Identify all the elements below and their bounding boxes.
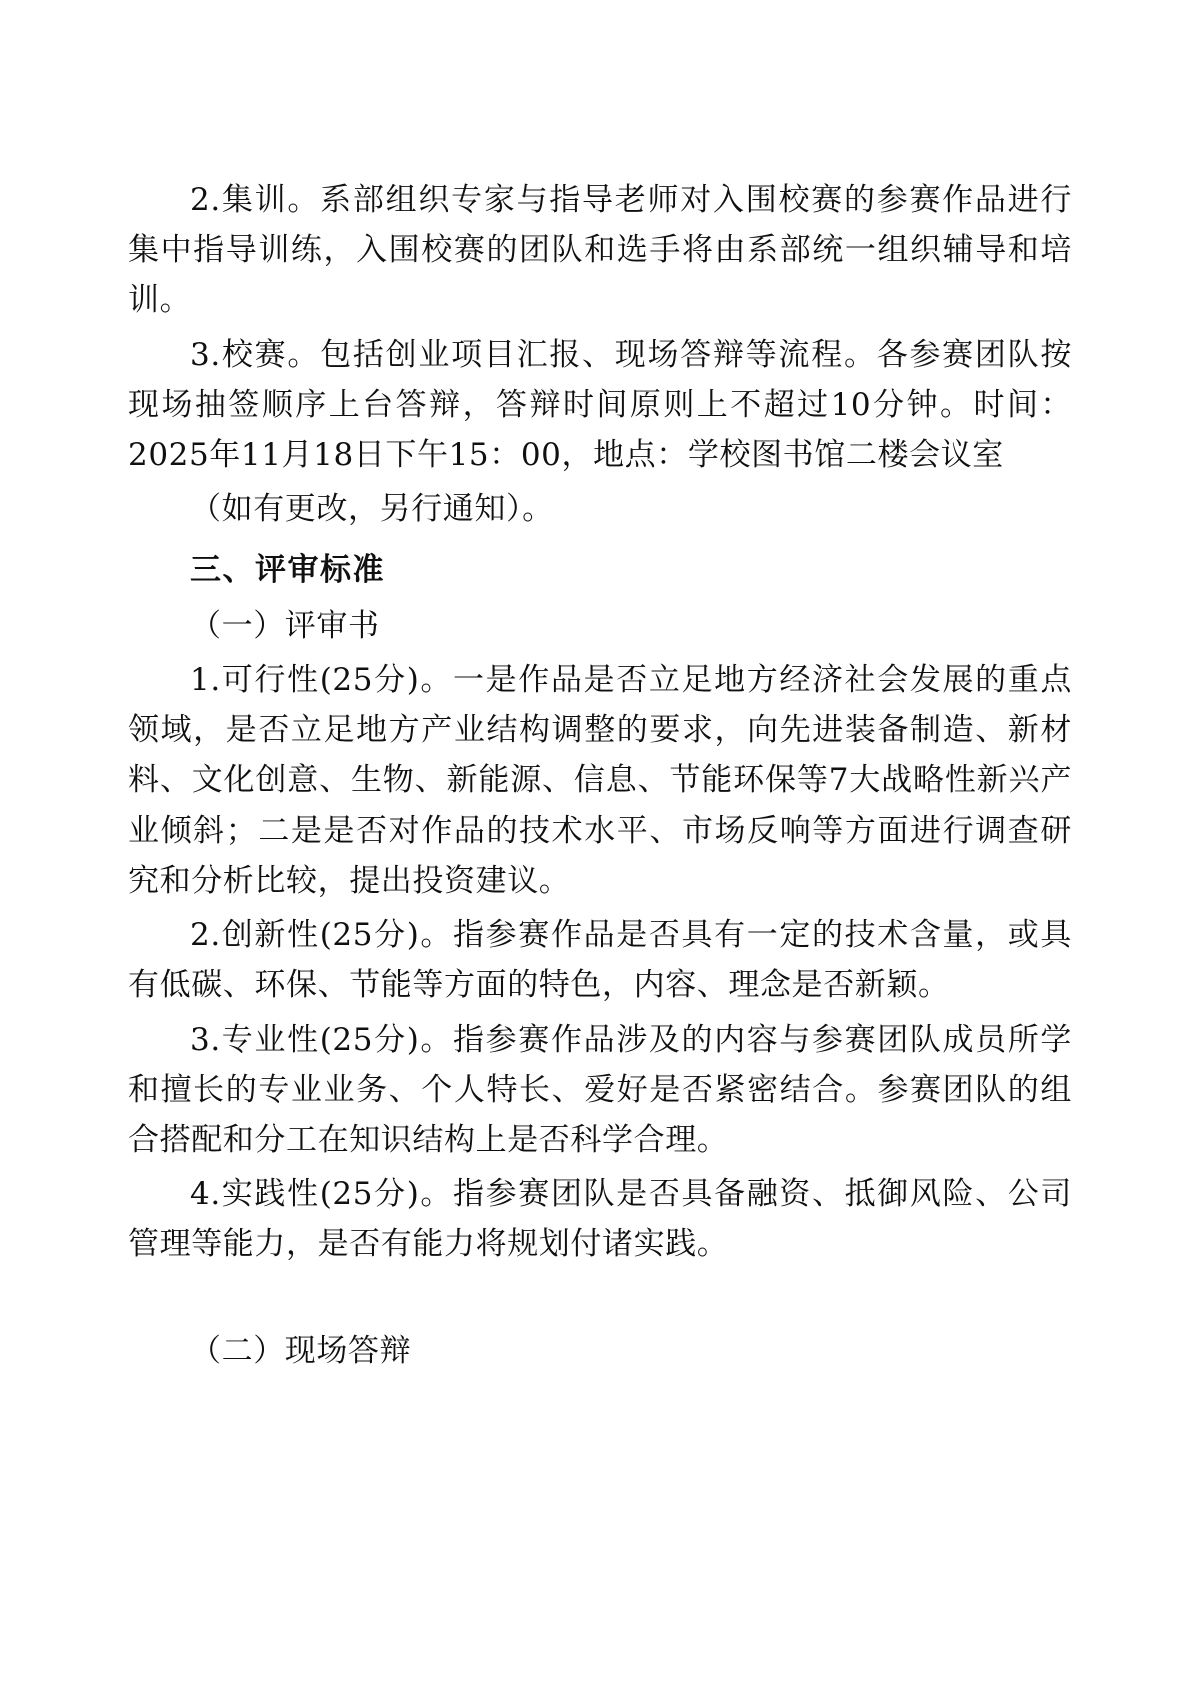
para-practicality: 4.实践性(25分)。指参赛团队是否具备融资、抵御风险、公司管理等能力，是否有能力将规划付诸实践。 <box>128 1176 1072 1263</box>
para-professionalism: 3.专业性(25分)。指参赛作品涉及的内容与参赛团队成员所学和擅长的专业业务、个人特长、爱好是否紧密结合。参赛团队的组合搭配和分工在知识结构上是否科学合理。 <box>128 1021 1072 1158</box>
section-spacer <box>128 1274 1072 1326</box>
subheading-review-document: （一）评审书 <box>190 607 380 644</box>
para-school-competition: 3.校赛。包括创业项目汇报、现场答辩等流程。各参赛团队按现场抽签顺序上台答辩，答辩时间原则上不超过10分钟。时间：2025年11月18日下午15：00，地点：学校图书馆二楼会议室 <box>128 336 1072 474</box>
heading-review-standard: 三、评审标准 <box>190 551 385 588</box>
para-notice: （如有更改，另行通知）。 <box>190 491 554 528</box>
document-body <box>128 175 1072 1376</box>
subheading-live-defense: （二）现场答辩 <box>190 1332 412 1369</box>
para-innovation: 2.创新性(25分)。指参赛作品是否具有一定的技术含量，或具有低碳、环保、节能等方面的特色，内容、理念是否新颖。 <box>128 917 1072 1004</box>
para-training: 2.集训。系部组织专家与指导老师对入围校赛的参赛作品进行集中指导训练，入围校赛的团队和选手将由系部统一组织辅导和培训。 <box>128 182 1072 319</box>
para-feasibility: 1.可行性(25分)。一是作品是否立足地方经济社会发展的重点领域，是否立足地方产业结构调整的要求，向先进装备制造、新材料、文化创意、生物、新能源、信息、节能环保等7大战略性新兴产业倾斜；二是是否对作品的技术水平、市场反响等方面进行调查研究和分析比较，提出投资建议。 <box>128 661 1072 899</box>
